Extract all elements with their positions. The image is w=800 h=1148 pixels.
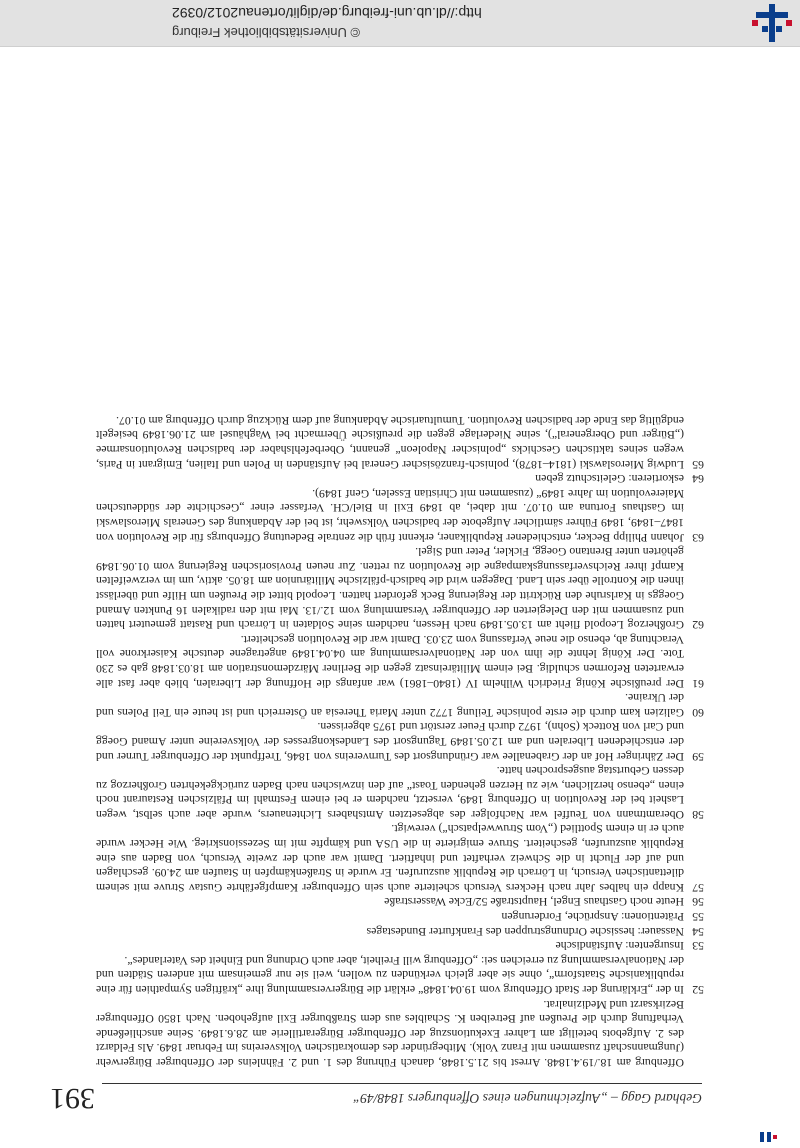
footnote-text: Johann Philipp Becker, entschiedener Republikaner, erkennt früh die zentrale Bedeutung Offenburgs für die Revolution von 1847–1849, 1849 Führer sämtlicher Aufgebote der badischen Volkswehr, ist bei der Abdankung des Generals Mieroslawski im Gasthaus Fortuna am 01.07. mit dabei, ab 1849 Exil in Biel/CH. Verfasser einer „Geschichte der süddeutschen Maierevolution im Jahre 1849“ (zusammen mit Christian Esselen, Genf 1849). xyxy=(96,486,684,545)
copyright-notice: © Universitätsbibliothek Freiburg xyxy=(172,25,361,40)
university-logo-small-icon xyxy=(758,1130,778,1144)
page-header xyxy=(0,1076,800,1116)
footnote-number: 64 xyxy=(692,472,704,487)
footnote-text: Der preußische König Friedrich Wilhelm IV (1840–1861) war anfangs die Hoffnung der Liberalen, blieb aber fast alle erwarteten Reformen schuldig. Bei einem Militäreinsatz gegen die Berliner Märzdemonstration am 18.03.1848 gab es 230 Tote. Der König lehnte die ihm von der Nationalversammlung am 04.04.1849 angetragene deutsche Kaiserkrone voll Verachtung ab, ebenso die neue Verfassung vom 23.03. Damit war die Revolution gescheitert. xyxy=(96,632,684,691)
footnote-number: 52 xyxy=(692,983,704,998)
footnote-number: 58 xyxy=(692,807,704,822)
footnote xyxy=(96,691,702,720)
footnote-number: 63 xyxy=(692,530,704,545)
footnote-number: 57 xyxy=(692,880,704,895)
document-url-link[interactable]: http://dl.ub.uni-freiburg.de/diglit/ortenau2012/0392 xyxy=(172,5,482,21)
footnote-text: Knapp ein halbes Jahr nach Heckers Versuch scheiterte auch sein Offenburger Kampfgefährte Gustav Struve mit seinem dilettantischen Versuch, in Lörrach die Republik auszurufen. Er wurde in Straßenkämpfen in Staufen am 24.09. geschlagen und auf der Flucht in die Schweiz verhaftet und inhaftiert. Damit war auch der zweite Versuch, von Baden aus eine Republik auszurufen, gescheitert. Struve emigrierte in die USA und kämpfte mit im Sezessionskrieg. Wie Hecker wurde auch er in einem Spottlied („Vom Struwwelpatsch“) verewigt. xyxy=(96,822,684,895)
footnote xyxy=(96,472,702,487)
footnote-text: Nassauer: hessische Ordnungstruppen des Frankfurter Bundestages xyxy=(366,924,684,939)
footnote-text: In der „Erklärung der Stadt Offenburg vom 19.04.1848“ erklärt die Bürgerversammlung ihre „kräftigen Sympathien für eine republikanische Staatsform“, ohne sie aber gleich verkünden zu wollen, weil sie nur gemeinsam mit anderen Städten und der Nationalversammlung zu erreichen sei: „Offenburg will Freiheit, aber auch Ordnung und Einheit des Vaterlandes“. xyxy=(96,953,684,998)
footnote-number: 62 xyxy=(692,618,704,633)
footnote-text: Oberamtmann von Teuffel war Nachfolger des abgesetzten Amtshabers Lichtenauers, wurde aber auch selbst, wegen Lasheit bei der Revolution in Offenburg 1849, versetzt, nachdem er bei einem Festmahl im Pfälzischen Restaurant noch einen „ebenso herzlichen, wie zu Herzen gehenden Toast“ auf den inzwischen nach Baden zurückgekehrten Großherzog zu dessen Geburtstag ausgesprochen hatte. xyxy=(96,764,684,822)
footnote-number: 60 xyxy=(692,705,704,720)
footnote-text: Insurgenten: Aufständische xyxy=(555,939,684,954)
footnote xyxy=(96,720,702,764)
footnotes-list xyxy=(96,413,702,1070)
footnote-number: 59 xyxy=(692,749,704,764)
running-title: Gebhard Gagg – „Aufzeichnungen eines Offenburgers 1848/49“ xyxy=(352,1091,702,1106)
footnote-text: Ludwig Mieroslawski (1814–1878), polnisch-französischer General bei Aufständen in Polen und Italien, Emigrant in Paris, wegen seines taktischen Geschicks „polnischer Napoleon“ genannt, Oberbefehlshaber der badischen Revolutionsarmee („Bürger und Obergeneral“), seine Niederlage gegen die preußische Übermacht bei Waghäusel am 21.06.1849 besiegelt endgültig das Ende der badischen Revolution. Tumultuarische Abdankung auf dem Rückzug durch Offenburg am 01.07. xyxy=(96,413,684,472)
footnote xyxy=(96,997,702,1070)
footnote-text: Offenburg am 18./19.4.1848. Arrest bis 21.5.1848, danach Führung des 1. und 2. Fähnleins der Offenburger Bürgerwehr (Jungmannschaft zusammen mit Franz Volk). Mitbegründer des demokratischen Volksvereins im Februar 1849. Als Feldarzt des 2. Aufgebots beteiligt am Lahrer Exekutionszug der Offenburger Bürgerartillerie am 28.6.1849. Seine anschließende Verhaftung durch die Preußen auf Betreiben K. Schaibles aus dem Straßburger Exil aufgehoben. Nach 1850 Offenburger Bezirksarzt und Medizinalrat. xyxy=(96,997,684,1070)
footnote xyxy=(96,895,702,910)
footnote xyxy=(96,909,702,924)
footnote-text: Der Zähringer Hof an der Grabenallee war Gründungsort des Turnvereins von 1846, Treffpunkt der Offenburger Turner und der entschiedenen Liberalen und am 12.05.1849 Tagungsort des Landeskongresses der Volksvereine unter Amand Goegg und Carl von Rotteck (Sohn), 1972 durch Feuer zerstört und 1975 abgerissen. xyxy=(96,720,684,764)
university-logo-icon xyxy=(750,2,794,44)
footnote-number: 65 xyxy=(692,457,704,472)
footnote-text: eskortieren: Geleitschutz geben xyxy=(535,472,684,487)
footnote xyxy=(96,413,702,471)
footnote xyxy=(96,953,702,997)
footnote-text: Großherzog Leopold flieht am 13.05.1849 nach Hessen, nachdem seine Soldaten in Lörrach und Rastatt gemeutert hatten und zusammen mit den Delegierten der Offenburger Versammlung vom 12./13. Mai mit den radikalen 16 Punkten Amand Goeggs in Karlsruhe den Rücktritt der Regierung Beck gefordert hatten. Leopold bittet die Preußen um Hilfe und überlässt ihnen die Kontrolle über sein Land. Dagegen wird die badisch-pfälzische Militärunion am 18.05. aktiv, um im verzweifelten Kampf ihrer Reichsverfassungskampagne die Revolution zu retten. Zur neuen Provisorischen Regierung vom 01.06.1849 gehörten unter Brentano Goegg, Fickler, Peter und Sigel. xyxy=(96,545,684,633)
footnote xyxy=(96,486,702,544)
footnote-number: 54 xyxy=(692,924,704,939)
footnote xyxy=(96,632,702,690)
footnote xyxy=(96,924,702,939)
viewer-toolbar xyxy=(0,0,800,47)
footnote-number: 56 xyxy=(692,895,704,910)
footnote xyxy=(96,545,702,633)
footnote-text: Galizien kam durch die erste polnische Teilung 1772 unter Maria Theresia an Österreich und ist heute ein Teil Polens und der Ukraine. xyxy=(96,691,684,720)
page-number: 391 xyxy=(50,1082,95,1115)
scanned-page xyxy=(0,46,800,1130)
footnote-text: Heute noch Gasthaus Engel, Hauptstraße 52/Ecke Wasserstraße xyxy=(384,895,684,910)
footnote-number: 53 xyxy=(692,939,704,954)
footnote-number: 55 xyxy=(692,910,704,925)
footnote-number: 61 xyxy=(692,676,704,691)
footnote xyxy=(96,764,702,822)
footnote-text: Prätentionen: Ansprüche, Forderungen xyxy=(501,910,684,925)
footnote xyxy=(96,822,702,895)
footnote xyxy=(96,939,702,954)
header-rule xyxy=(102,1083,702,1084)
